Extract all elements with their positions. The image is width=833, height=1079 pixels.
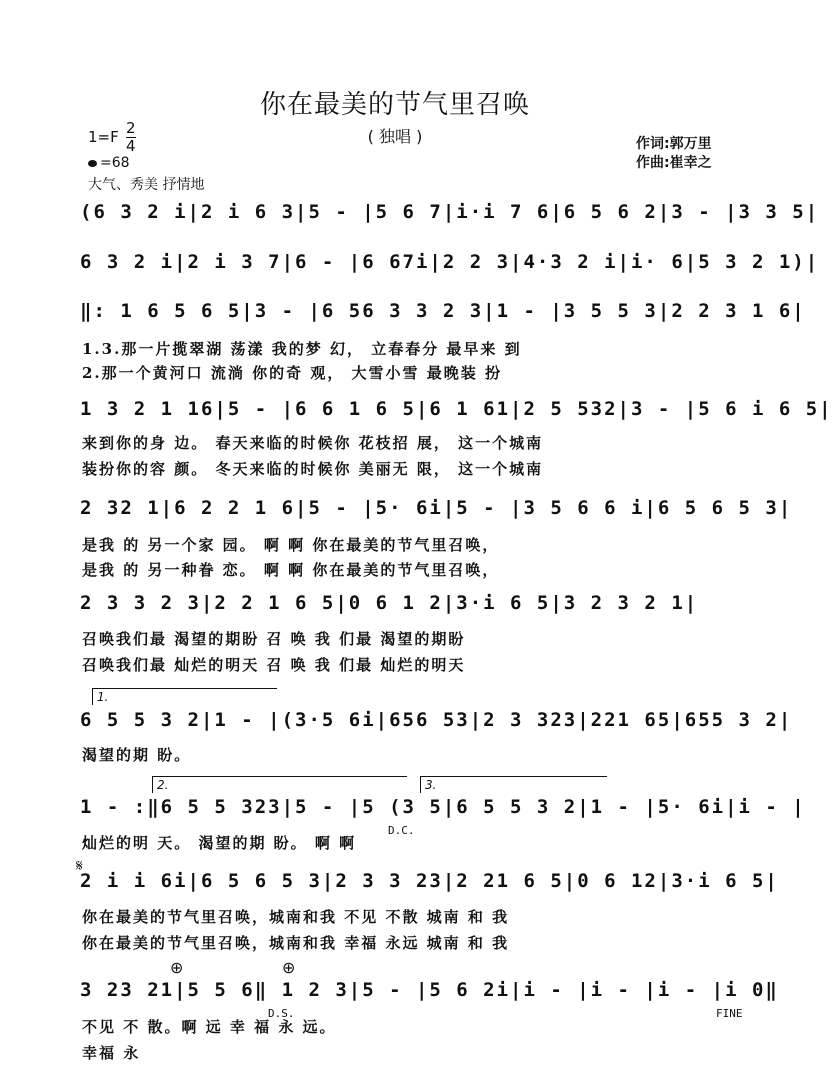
time-signature <box>126 120 136 155</box>
lyric-line-5-verse-b: 是我 的 另一种眷 恋。 啊 啊 你在最美的节气里召唤， <box>82 561 500 579</box>
da-capo-marking: D.C. <box>388 824 415 837</box>
coda-icon: ⊕ <box>170 958 184 977</box>
lyric-line-9-verse-a: 你在最美的节气里召唤，城南和我 不见 不散 城南 和 我 <box>82 908 510 926</box>
score-line-2: 6 3 2 i|2 i 3 7|6 - |6 67i|2 2 3|4·3 2 i|i· 6|5 3 2 1)| <box>80 251 820 273</box>
tempo-value: =68 <box>100 155 130 171</box>
lyric-line-10-verse-a: 不见 不 散。啊 远 幸 福 永 远。 <box>82 1018 337 1036</box>
lyric-line-9-verse-b: 你在最美的节气里召唤，城南和我 幸福 永远 城南 和 我 <box>82 934 510 952</box>
volta-bracket-2: 2. <box>152 776 407 793</box>
key-signature: 1=F <box>88 128 119 146</box>
lyric-line-7: 渴望的期 盼。 <box>82 746 192 764</box>
lyric-line-4-verse-a: 来到你的身 边。 春天来临的时候你 花枝招 展， 这一个城南 <box>82 434 544 452</box>
expression-marking: 大气、秀美 抒情地 <box>88 177 205 193</box>
coda-icon-2: ⊕ <box>282 958 296 977</box>
dal-segno-marking: D.S. <box>268 1007 295 1020</box>
score-line-6: 2 3 3 2 3|2 2 1 6 5|0 6 1 2|3·i 6 5|3 2 3 2 1| <box>80 592 699 614</box>
score-line-1: (6 3 2 i|2 i 6 3|5 - |5 6 7|i·i 7 6|6 5 6 2|3 - |3 3 5| <box>80 201 820 223</box>
lyric-line-4-verse-b: 装扮你的容 颜。 冬天来临的时候你 美丽无 限， 这一个城南 <box>82 460 544 478</box>
lyric-line-8: 灿烂的明 天。 渴望的期 盼。 啊 啊 <box>82 834 357 852</box>
quarter-note-icon <box>88 160 97 167</box>
score-line-8: 1 - :‖6 5 5 323|5 - |5 (3 5|6 5 5 3 2|1 - |5· 6i|i - | <box>80 796 806 818</box>
score-line-9: 2 i i 6i|6 5 6 5 3|2 3 3 23|2 21 6 5|0 6 12|3·i 6 5| <box>80 870 779 892</box>
tempo-marking <box>88 155 130 171</box>
score-line-3: ‖: 1 6 5 6 5|3 - |6 56 3 3 2 3|1 - |3 5 5 3|2 2 3 1 6| <box>80 300 806 322</box>
score-line-5: 2 32 1|6 2 2 1 6|5 - |5· 6i|5 - |3 5 6 6 i|6 5 6 5 3| <box>80 497 793 519</box>
lyric-line-10-verse-b: 幸福 永 <box>82 1044 141 1062</box>
lyric-line-5-verse-a: 是我 的 另一个家 园。 啊 啊 你在最美的节气里召唤， <box>82 536 500 554</box>
volta-bracket-3: 3. <box>420 776 607 793</box>
volta-bracket-1: 1. <box>92 688 277 705</box>
performance-type: ( 独唱 ) <box>367 127 423 146</box>
song-title: 你在最美的节气里召唤 <box>259 90 530 120</box>
score-line-7: 6 5 5 3 2|1 - |(3·5 6i|656 53|2 3 323|221 65|655 3 2| <box>80 709 793 731</box>
lyric-line-3-verse-a: 1.3.那一片揽翠湖 荡漾 我的梦 幻， 立春春分 最早来 到 <box>82 340 522 358</box>
lyric-line-6-verse-b: 召唤我们最 灿烂的明天 召 唤 我 们最 灿烂的明天 <box>82 656 466 674</box>
lyricist-credit: 作词:郭万里 <box>636 136 712 152</box>
score-line-10: 3 23 21|5 5 6‖ 1 2 3|5 - |5 6 2i|i - |i - |i - |i 0‖ <box>80 979 779 1001</box>
segno-icon: 𝄋 <box>76 856 83 875</box>
time-signature-bottom: 4 <box>126 137 136 155</box>
composer-credit: 作曲:崔幸之 <box>636 155 712 171</box>
lyric-line-6-verse-a: 召唤我们最 渴望的期盼 召 唤 我 们最 渴望的期盼 <box>82 630 466 648</box>
fine-marking: FINE <box>716 1007 743 1020</box>
lyric-line-3-verse-b: 2.那一个黄河口 流淌 你的奇 观， 大雪小雪 最晚装 扮 <box>82 364 502 382</box>
time-signature-top: 2 <box>126 119 136 137</box>
score-line-4: 1 3 2 1 16|5 - |6 6 1 6 5|6 1 61|2 5 532|3 - |5 6 i 6 5| <box>80 398 833 420</box>
